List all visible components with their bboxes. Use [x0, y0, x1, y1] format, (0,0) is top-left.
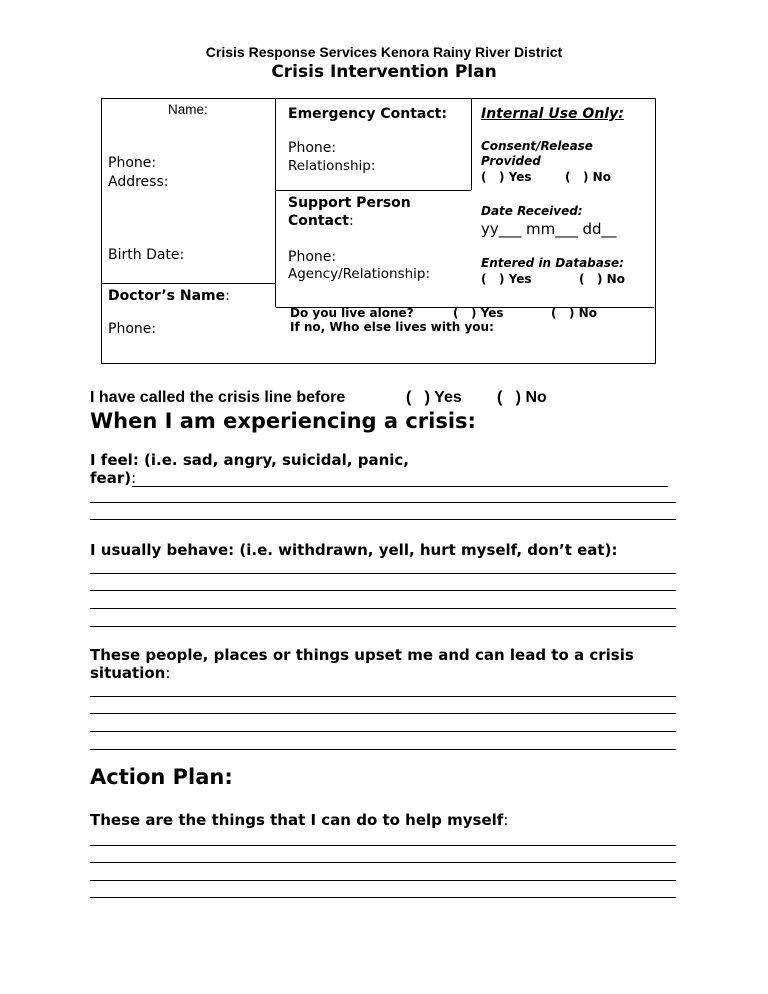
- client-phone-label: Phone:: [108, 155, 157, 171]
- table-divider: [275, 98, 276, 307]
- birth-date-label: Birth Date:: [108, 247, 185, 263]
- upset-prompt-2: situation:: [90, 664, 171, 682]
- consent-yes-checkbox[interactable]: ( ) Yes: [481, 170, 532, 184]
- support-contact-text: Contact: [288, 213, 349, 229]
- help-myself-text: These are the things that I can do to help myself: [90, 811, 504, 829]
- feel-prompt-2: fear):: [90, 469, 137, 487]
- help-myself-answer-line[interactable]: [90, 845, 676, 846]
- feel-prompt: I feel: (i.e. sad, angry, suicidal, panic,: [90, 451, 409, 469]
- page-title: Crisis Intervention Plan: [271, 62, 497, 82]
- live-alone-question: Do you live alone?: [290, 306, 414, 320]
- table-divider: [102, 283, 275, 284]
- action-plan-heading: Action Plan:: [90, 765, 233, 789]
- upset-answer-line[interactable]: [90, 713, 676, 714]
- help-myself-prompt: These are the things that I can do to help myself:: [90, 811, 509, 829]
- upset-answer-line[interactable]: [90, 731, 676, 732]
- help-myself-answer-line[interactable]: [90, 862, 676, 863]
- support-agency-label: Agency/Relationship:: [288, 266, 431, 282]
- upset-answer-line[interactable]: [90, 696, 676, 697]
- entered-database-label: Entered in Database:: [481, 256, 624, 270]
- entered-no-checkbox[interactable]: ( ) No: [579, 272, 625, 286]
- organization-name: Crisis Response Services Kenora Rainy River District: [205, 44, 563, 60]
- help-myself-answer-line[interactable]: [90, 880, 676, 881]
- consent-label-2: Provided: [481, 154, 541, 168]
- emergency-relationship-label: Relationship:: [288, 158, 376, 174]
- table-divider: [276, 190, 471, 191]
- date-received-field[interactable]: yy___ mm___ dd__: [481, 220, 617, 238]
- doctor-name-label: Doctor’s Name:: [108, 288, 230, 304]
- crisis-line-yes-checkbox[interactable]: ( ) Yes: [406, 389, 462, 406]
- upset-answer-line[interactable]: [90, 749, 676, 750]
- doctor-name-text: Doctor’s Name: [108, 288, 226, 304]
- internal-use-heading: Internal Use Only:: [481, 106, 624, 122]
- behave-prompt: I usually behave: (i.e. withdrawn, yell, hurt myself, don’t eat):: [90, 541, 618, 559]
- entered-yes-checkbox[interactable]: ( ) Yes: [481, 272, 532, 286]
- upset-prompt-text: situation: [90, 664, 166, 682]
- name-label: Name:: [168, 102, 208, 117]
- lives-with-question: If no, Who else lives with you:: [290, 320, 494, 334]
- behave-answer-line[interactable]: [90, 626, 676, 627]
- emergency-phone-label: Phone:: [288, 140, 337, 156]
- address-label: Address:: [108, 174, 169, 190]
- consent-label: Consent/Release: [481, 139, 593, 153]
- consent-no-checkbox[interactable]: ( ) No: [565, 170, 611, 184]
- behave-answer-line[interactable]: [90, 573, 676, 574]
- date-received-label: Date Received:: [481, 204, 583, 218]
- support-contact-heading: Contact:: [288, 213, 354, 229]
- behave-answer-line[interactable]: [90, 608, 676, 609]
- feel-answer-line[interactable]: [90, 519, 676, 520]
- doctor-phone-label: Phone:: [108, 321, 157, 337]
- behave-answer-line[interactable]: [90, 590, 676, 591]
- support-phone-label: Phone:: [288, 249, 337, 265]
- feel-answer-line[interactable]: [132, 486, 668, 487]
- crisis-section-heading: When I am experiencing a crisis:: [90, 409, 476, 433]
- feel-answer-line[interactable]: [90, 502, 676, 503]
- live-alone-yes-checkbox[interactable]: ( ) Yes: [453, 306, 504, 320]
- help-myself-answer-line[interactable]: [90, 897, 676, 898]
- crisis-line-no-checkbox[interactable]: ( ) No: [497, 389, 547, 406]
- live-alone-no-checkbox[interactable]: ( ) No: [551, 306, 597, 320]
- emergency-contact-heading: Emergency Contact:: [288, 106, 447, 122]
- table-divider: [471, 98, 472, 190]
- upset-prompt: These people, places or things upset me and can lead to a crisis: [90, 646, 634, 664]
- feel-prompt-text: fear): [90, 469, 132, 487]
- crisis-line-question: I have called the crisis line before: [90, 389, 346, 406]
- support-person-heading: Support Person: [288, 195, 411, 211]
